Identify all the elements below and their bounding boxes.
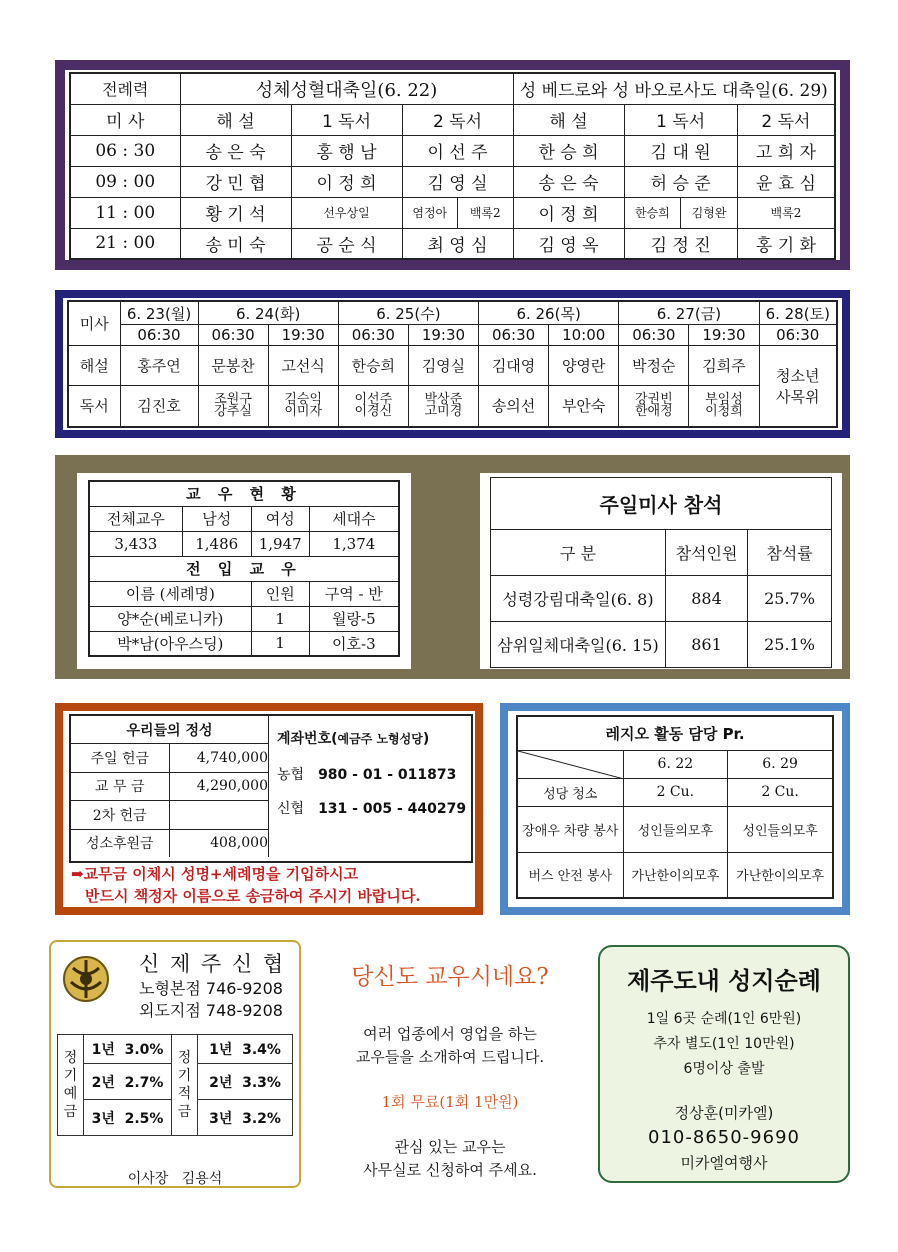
mass-label: 미사	[68, 301, 120, 345]
sub-header-cell: 2 독서	[402, 104, 513, 135]
attendance-count: 884	[666, 576, 748, 622]
account-row	[277, 764, 467, 784]
pilgrimage-title: 제주도내 성지순례	[627, 967, 821, 995]
label-char: 금	[177, 1104, 192, 1120]
name-cell: 김 정 진	[624, 228, 737, 259]
parish-status-title: 교 우 현 황	[89, 481, 399, 506]
newcomer-count: 1	[251, 631, 309, 656]
name-cell: 문봉찬	[198, 345, 268, 385]
time-cell: 06:30	[479, 325, 549, 346]
rate-cell: 3년 3.2%	[198, 1100, 293, 1136]
col-header: 전체교우	[89, 506, 182, 531]
offering-amount: 4,740,000	[169, 744, 269, 772]
name-cell: 송 은 숙	[180, 135, 291, 166]
col-header: 남성	[182, 506, 251, 531]
account-title-close: )	[422, 731, 430, 747]
contact-phone: 010-8650-9690	[648, 1127, 800, 1148]
sub-header-cell: 1 독서	[291, 104, 402, 135]
ad-title: 당신도 교우시네요?	[351, 964, 549, 990]
duty-value: 가난한이의모후	[623, 852, 728, 898]
name-text: 강추실	[214, 403, 252, 419]
liturgy-table	[69, 72, 836, 260]
name-text: 강권빈	[634, 391, 673, 407]
name-text: 이선주	[354, 391, 393, 407]
feast-2-title: 성 베드로와 성 바오로사도 대축일(6. 29)	[513, 73, 835, 104]
credit-union-logo	[63, 954, 109, 1004]
name-cell: 김 대 원	[624, 135, 737, 166]
name-cell: 한승희	[338, 345, 408, 385]
attendance-label: 삼위일체대축일(6. 15)	[491, 622, 666, 668]
name-cell	[408, 385, 478, 427]
name-cell: 황 기 석	[180, 197, 291, 228]
col-header: 여성	[251, 506, 309, 531]
attendance-table	[490, 477, 832, 668]
name-cell: 김진호	[120, 385, 198, 427]
name-cell: 송 미 숙	[180, 228, 291, 259]
account-title	[277, 728, 467, 748]
duty-value: 성인들의모후	[623, 806, 728, 852]
name-cell: 고 희 자	[737, 135, 835, 166]
date-cell: 6. 29	[728, 750, 833, 778]
ad-line: 여러 업종에서 영업을 하는	[363, 1025, 537, 1043]
name-cell	[291, 197, 402, 228]
legio-table	[516, 715, 834, 899]
name-cell: 고선식	[268, 345, 338, 385]
label-char: 예	[63, 1086, 78, 1102]
offering-amount: 4,290,000	[169, 772, 269, 800]
name-cell	[198, 385, 268, 427]
label-char: 기	[177, 1068, 192, 1084]
duty-value: 가난한이의모후	[728, 852, 833, 898]
agency-name: 미카엘여행사	[680, 1154, 768, 1172]
commentary-label: 해설	[68, 345, 120, 385]
chairman-line: 이사장 김용석	[127, 1171, 223, 1187]
newcomer-name: 박*남(아우스딩)	[89, 631, 251, 656]
stat-value: 1,486	[182, 531, 251, 556]
time-cell: 11 : 00	[70, 197, 180, 228]
label-char: 기	[63, 1068, 78, 1084]
name-text: 이청희	[705, 403, 743, 419]
reading-label: 독서	[68, 385, 120, 427]
newcomer-district: 월랑-5	[309, 606, 399, 631]
attendance-box	[480, 473, 842, 669]
sub-header-cell: 1 독서	[624, 104, 737, 135]
stat-value: 1,374	[309, 531, 399, 556]
offering-notice	[71, 863, 481, 907]
offering-panel	[55, 703, 483, 915]
offering-label: 주일 헌금	[71, 744, 169, 772]
duty-value: 2 Cu.	[623, 778, 728, 806]
liturgy-roster-panel	[55, 60, 850, 270]
name-cell: 부안숙	[549, 385, 619, 427]
name-cell: 김 영 옥	[513, 228, 624, 259]
date-cell: 6. 22	[623, 750, 728, 778]
attendance-rate: 25.7%	[748, 576, 832, 622]
branch-line: 외도지점 748-9208	[139, 1001, 283, 1020]
name-text: 부임성	[705, 391, 743, 407]
name-cell: 홍 기 화	[737, 228, 835, 259]
name-cell: 김형완	[681, 197, 738, 228]
offering-amount: 408,000	[169, 829, 269, 857]
duty-label: 장애우 차량 봉사	[517, 806, 623, 852]
date-cell: 6. 27(금)	[619, 301, 759, 325]
rate-cell: 2년 3.3%	[198, 1064, 293, 1100]
newcomers-title: 전 입 교 우	[89, 556, 399, 581]
weekday-table	[67, 300, 838, 428]
name-cell: 송의선	[479, 385, 549, 427]
col-header: 구 분	[491, 530, 666, 576]
name-cell: 최 영 심	[402, 228, 513, 259]
diagonal-line	[518, 751, 624, 779]
bank-name: 농협	[277, 767, 305, 783]
ad-line: 사무실로 신청하여 주세요.	[363, 1161, 537, 1179]
name-cell: 백록2	[737, 197, 835, 228]
legio-title: 레지오 활동 담당 Pr.	[517, 716, 833, 750]
name-cell: 김영실	[408, 345, 478, 385]
notice-line: ➡교무금 이체시 성명+세례명을 기입하시고	[71, 865, 359, 883]
name-text: 고미경	[424, 403, 463, 419]
name-text: 김승익	[284, 391, 323, 407]
name-cell: 공 순 식	[291, 228, 402, 259]
rate-cell: 3년 2.5%	[84, 1100, 172, 1136]
time-cell: 19:30	[268, 325, 338, 346]
rate-table	[57, 1034, 293, 1136]
contact-name: 정상훈(미카엘)	[674, 1104, 774, 1122]
date-cell: 6. 26(목)	[479, 301, 619, 325]
time-cell: 19:30	[408, 325, 478, 346]
time-cell: 10:00	[549, 325, 619, 346]
label-char: 정	[63, 1050, 78, 1066]
liturgy-header-cell: 전례력	[70, 73, 180, 104]
name-text: 박상준	[424, 391, 463, 407]
diagonal-cell	[517, 750, 623, 778]
notice-line: 반드시 책정자 이름으로 송금하여 주시기 바랍니다.	[85, 887, 421, 905]
name-text: 이미자	[284, 403, 323, 419]
credit-union-name: 신 제 주 신 협	[139, 952, 286, 976]
date-cell: 6. 24(화)	[198, 301, 338, 325]
time-cell: 06 : 30	[70, 135, 180, 166]
name-cell: 양영란	[549, 345, 619, 385]
name-cell	[268, 385, 338, 427]
credit-union-ad	[49, 940, 301, 1188]
name-text: 한애정	[634, 403, 673, 419]
attendance-title: 주일미사 참석	[491, 478, 832, 530]
name-text: 염정아	[403, 198, 459, 228]
sub-header-cell: 해 설	[180, 104, 291, 135]
attendance-label: 성령강림대축일(6. 8)	[491, 576, 666, 622]
name-cell: 홍 행 남	[291, 135, 402, 166]
sub-header-cell: 2 독서	[737, 104, 835, 135]
date-cell: 6. 23(월)	[120, 301, 198, 325]
offering-title: 우리들의 정성	[71, 716, 269, 744]
name-cell: 강 민 협	[180, 166, 291, 197]
pilgrimage-line: 1일 6곳 순례(1인 6만원)	[646, 1011, 802, 1027]
name-cell: 김대영	[479, 345, 549, 385]
time-cell: 06:30	[120, 325, 198, 346]
time-cell: 09 : 00	[70, 166, 180, 197]
newcomer-district: 이호-3	[309, 631, 399, 656]
name-cell: 이 정 희	[513, 197, 624, 228]
name-cell: 박정순	[619, 345, 689, 385]
name-text: 백록2	[469, 206, 501, 220]
time-cell: 06:30	[759, 325, 837, 346]
label-char: 적	[177, 1086, 192, 1102]
newcomer-count: 1	[251, 606, 309, 631]
stats-panel	[55, 455, 850, 679]
stat-value: 3,433	[89, 531, 182, 556]
time-cell: 06:30	[198, 325, 268, 346]
duty-value: 2 Cu.	[728, 778, 833, 806]
name-cell: 윤 효 심	[737, 166, 835, 197]
sub-header-cell: 미 사	[70, 104, 180, 135]
label-char: 금	[63, 1104, 78, 1120]
time-cell: 06:30	[619, 325, 689, 346]
ad-price: 1회 무료(1회 1만원)	[381, 1093, 519, 1111]
col-header: 이름 (세례명)	[89, 581, 251, 606]
name-cell	[689, 385, 759, 427]
name-cell: 한승희	[624, 197, 681, 228]
name-text: 선우상일	[323, 206, 370, 220]
legio-panel	[500, 703, 850, 915]
name-cell: 허 승 준	[624, 166, 737, 197]
name-cell: 송 은 숙	[513, 166, 624, 197]
time-cell: 06:30	[338, 325, 408, 346]
duty-label: 버스 안전 봉사	[517, 852, 623, 898]
pilgrimage-line: 6명이상 출발	[683, 1061, 765, 1077]
col-header: 구역 - 반	[309, 581, 399, 606]
time-cell: 19:30	[689, 325, 759, 346]
weekday-schedule-panel	[55, 290, 850, 438]
col-header: 참석인원	[666, 530, 748, 576]
offering-box	[69, 714, 473, 863]
time-cell: 21 : 00	[70, 228, 180, 259]
col-header: 인원	[251, 581, 309, 606]
pilgrimage-ad	[598, 945, 850, 1183]
account-number: 980 - 01 - 011873	[318, 767, 457, 783]
savings-label	[172, 1035, 198, 1136]
name-cell: 이 정 희	[291, 166, 402, 197]
attendance-rate: 25.1%	[748, 622, 832, 668]
account-info	[277, 728, 467, 818]
name-cell	[338, 385, 408, 427]
rate-cell: 1년 3.4%	[198, 1035, 293, 1064]
account-row	[277, 798, 467, 818]
name-cell: 김희주	[689, 345, 759, 385]
sub-header-cell: 해 설	[513, 104, 624, 135]
col-header: 참석률	[748, 530, 832, 576]
rate-cell: 2년 2.7%	[84, 1064, 172, 1100]
name-cell: 홍주연	[120, 345, 198, 385]
offering-label: 2차 헌금	[71, 801, 169, 829]
duty-value: 성인들의모후	[728, 806, 833, 852]
account-title-text: 계좌번호(	[277, 731, 338, 747]
name-cell	[402, 197, 513, 228]
saturday-note: 청소년	[776, 366, 820, 385]
stat-value: 1,947	[251, 531, 309, 556]
parish-status-table	[88, 480, 400, 657]
date-cell: 6. 28(토)	[759, 301, 837, 325]
name-text: 조원구	[214, 391, 252, 407]
offering-label: 교 무 금	[71, 772, 169, 800]
duty-label: 성당 청소	[517, 778, 623, 806]
saturday-note-cell	[759, 345, 837, 427]
label-char: 정	[177, 1050, 192, 1066]
deposit-label	[58, 1035, 84, 1136]
ad-line: 교우들을 소개하여 드립니다.	[355, 1048, 545, 1066]
pilgrimage-line: 추자 별도(1인 10만원)	[653, 1036, 795, 1052]
account-number: 131 - 005 - 440279	[318, 801, 467, 817]
account-holder: 예금주 노형성당	[337, 732, 423, 746]
col-header: 세대수	[309, 506, 399, 531]
name-cell	[619, 385, 689, 427]
saturday-note: 사목위	[776, 387, 820, 406]
offering-label: 성소후원금	[71, 829, 169, 857]
bank-name: 신협	[277, 801, 305, 817]
offering-table	[71, 716, 269, 857]
rate-cell: 1년 3.0%	[84, 1035, 172, 1064]
name-cell: 이 선 주	[402, 135, 513, 166]
name-cell: 한 승 희	[513, 135, 624, 166]
newcomer-name: 양*순(베로니카)	[89, 606, 251, 631]
name-text: 이경신	[354, 403, 393, 419]
date-cell: 6. 25(수)	[338, 301, 478, 325]
parish-status-box	[77, 473, 411, 669]
business-intro-ad	[315, 950, 585, 1180]
attendance-count: 861	[666, 622, 748, 668]
ad-line: 관심 있는 교우는	[394, 1138, 506, 1156]
branch-line: 노형본점 746-9208	[139, 979, 283, 998]
offering-amount	[169, 801, 269, 829]
feast-1-title: 성체성혈대축일(6. 22)	[180, 73, 513, 104]
name-cell: 김 영 실	[402, 166, 513, 197]
